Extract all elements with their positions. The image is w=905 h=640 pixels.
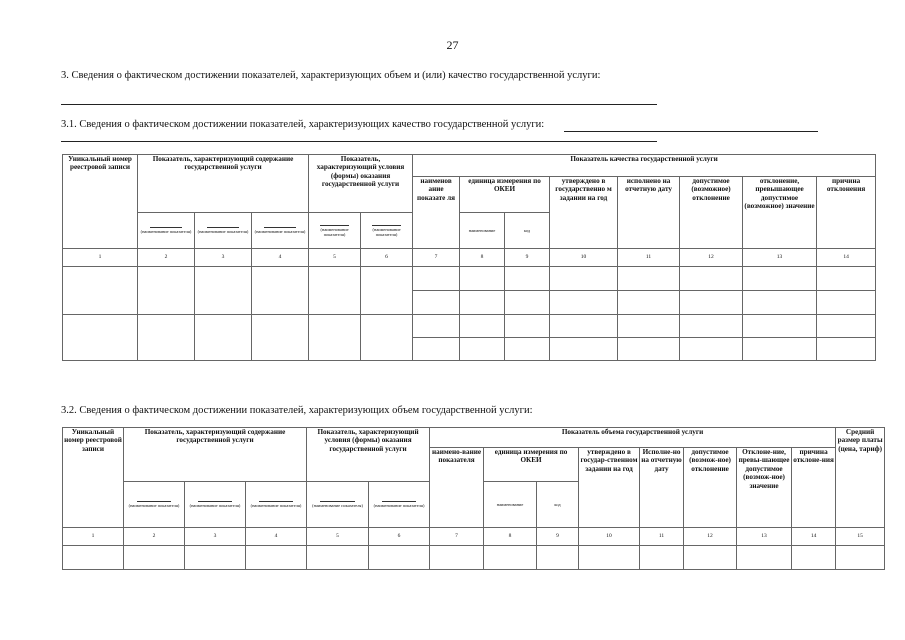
col-number-14: 14 xyxy=(792,528,836,546)
col-number-9: 9 xyxy=(537,528,579,546)
table-cell[interactable] xyxy=(743,267,817,291)
col-number-6: 6 xyxy=(369,528,430,546)
table-cell[interactable] xyxy=(684,546,737,570)
header-allowed-deviation: допустимое (возможное) отклонение xyxy=(680,177,743,249)
table-cell[interactable] xyxy=(460,267,505,291)
section-3-1-fill-line-inline xyxy=(564,131,818,132)
header-allowed-deviation: допустимое (возмож-ное) отклонение xyxy=(684,448,737,528)
table-cell[interactable] xyxy=(817,291,876,315)
table-cell[interactable] xyxy=(680,315,743,338)
header-deviation-reason: причина отклонения xyxy=(817,177,876,249)
col-number-5: 5 xyxy=(307,528,369,546)
header-approved: утверждено в государственно м задании на год xyxy=(550,177,618,249)
col-number-2: 2 xyxy=(124,528,185,546)
sub-indicator-name-5: (наименование показателя) xyxy=(369,482,430,528)
header-content-indicator: Показатель, характеризующий содержание государственной услуги xyxy=(138,155,309,213)
section-3-2-title: 3.2. Сведения о фактическом достижении показателей, характеризующих объем государственной услуги: xyxy=(61,405,533,416)
header-quality-indicator: Показатель качества государственной услуги xyxy=(413,155,876,177)
col-number-15: 15 xyxy=(836,528,885,546)
col-number-13: 13 xyxy=(743,249,817,267)
header-unit-okei: единица измерения по ОКЕИ xyxy=(460,177,550,213)
sub-unit-code: код xyxy=(505,213,550,249)
table-cell[interactable] xyxy=(307,546,369,570)
table-cell[interactable] xyxy=(460,338,505,361)
header-approved: утверждено в государ-ственном задании на год xyxy=(579,448,640,528)
section-3-1-fill-line xyxy=(61,141,657,142)
table-cell[interactable] xyxy=(369,546,430,570)
sub-indicator-name-1: (наименование показателя) xyxy=(138,213,195,249)
col-number-2: 2 xyxy=(138,249,195,267)
table-cell[interactable] xyxy=(413,338,460,361)
header-conditions-indicator: Показатель, характеризующий условия (формы) оказания государственной услуги xyxy=(309,155,413,213)
table-cell[interactable] xyxy=(195,267,252,315)
section-3-1-title: 3.1. Сведения о фактическом достижении показателей, характеризующих качество государственной услуги: xyxy=(61,119,545,130)
col-number-11: 11 xyxy=(618,249,680,267)
table-cell[interactable] xyxy=(618,338,680,361)
table-cell[interactable] xyxy=(550,291,618,315)
sub-indicator-name-2: (наименование показателя) xyxy=(195,213,252,249)
table-cell[interactable] xyxy=(505,267,550,291)
table-cell[interactable] xyxy=(550,267,618,291)
table-cell[interactable] xyxy=(124,546,185,570)
col-number-10: 10 xyxy=(579,528,640,546)
table-cell[interactable] xyxy=(252,315,309,361)
section-3-title: 3. Сведения о фактическом достижении показателей, характеризующих объем и (или) качество государственной услуги: xyxy=(61,70,601,81)
col-number-3: 3 xyxy=(185,528,246,546)
col-number-10: 10 xyxy=(550,249,618,267)
header-unique-record-number: Уникальный номер реестровой записи xyxy=(63,155,138,249)
table-cell[interactable] xyxy=(185,546,246,570)
table-cell[interactable] xyxy=(138,267,195,315)
col-number-1: 1 xyxy=(63,249,138,267)
table-cell[interactable] xyxy=(680,267,743,291)
volume-indicators-table xyxy=(62,427,885,570)
table-cell[interactable] xyxy=(63,315,138,361)
sub-indicator-name-1: (наименование показателя) xyxy=(124,482,185,528)
table-cell[interactable] xyxy=(505,338,550,361)
col-number-3: 3 xyxy=(195,249,252,267)
col-number-6: 6 xyxy=(361,249,413,267)
col-number-4: 4 xyxy=(246,528,307,546)
table-cell[interactable] xyxy=(640,546,684,570)
sub-indicator-name-3: (наименование показателя) xyxy=(252,213,309,249)
header-done: исполнено на отчетную дату xyxy=(618,177,680,249)
header-exceeding-deviation: отклонение, превышающее допустимое (возможное) значение xyxy=(743,177,817,249)
table-cell[interactable] xyxy=(680,338,743,361)
sub-indicator-name-4: (наименование показателя) xyxy=(307,482,369,528)
table-cell[interactable] xyxy=(550,338,618,361)
table-cell[interactable] xyxy=(361,267,413,315)
page-number: 27 xyxy=(446,38,459,52)
table-cell[interactable] xyxy=(195,315,252,361)
table-cell[interactable] xyxy=(413,291,460,315)
col-number-14: 14 xyxy=(817,249,876,267)
table-cell[interactable] xyxy=(252,267,309,315)
table-cell[interactable] xyxy=(792,546,836,570)
col-number-4: 4 xyxy=(252,249,309,267)
table-cell[interactable] xyxy=(413,315,460,338)
col-number-12: 12 xyxy=(680,249,743,267)
col-number-7: 7 xyxy=(413,249,460,267)
table-cell[interactable] xyxy=(460,315,505,338)
sub-unit-name: наименование xyxy=(484,482,537,528)
table-cell[interactable] xyxy=(309,315,361,361)
section-3-fill-line xyxy=(61,104,657,105)
sub-indicator-name-2: (наименование показателя) xyxy=(185,482,246,528)
table-cell[interactable] xyxy=(413,267,460,291)
table-cell[interactable] xyxy=(484,546,537,570)
col-number-13: 13 xyxy=(737,528,792,546)
header-unique-record-number: Уникальный номер реестровой записи xyxy=(63,428,124,528)
table-cell[interactable] xyxy=(505,315,550,338)
table-cell[interactable] xyxy=(743,338,817,361)
table-cell[interactable] xyxy=(743,291,817,315)
header-deviation-reason: причина отклоне-ния xyxy=(792,448,836,528)
table-cell[interactable] xyxy=(680,291,743,315)
table-cell[interactable] xyxy=(817,267,876,291)
table-cell[interactable] xyxy=(63,546,124,570)
header-indicator-name: наимено-вание показателя xyxy=(430,448,484,528)
header-conditions-indicator: Показатель, характеризующий условия (формы) оказания государственной услуги xyxy=(307,428,430,482)
table-cell[interactable] xyxy=(836,546,885,570)
header-volume-indicator: Показатель объема государственной услуги xyxy=(430,428,836,448)
table-cell[interactable] xyxy=(550,315,618,338)
sub-indicator-name-4: (наименование показателя) xyxy=(309,213,361,249)
col-number-8: 8 xyxy=(484,528,537,546)
header-content-indicator: Показатель, характеризующий содержание государственной услуги xyxy=(124,428,307,482)
table-cell[interactable] xyxy=(817,315,876,338)
table-cell[interactable] xyxy=(505,291,550,315)
table-cell[interactable] xyxy=(246,546,307,570)
col-number-1: 1 xyxy=(63,528,124,546)
table-cell[interactable] xyxy=(743,315,817,338)
table-cell[interactable] xyxy=(361,315,413,361)
sub-unit-name: наименование xyxy=(460,213,505,249)
table-cell[interactable] xyxy=(817,338,876,361)
header-average-fee: Средний размер платы (цена, тариф) xyxy=(836,428,885,528)
table-cell[interactable] xyxy=(618,315,680,338)
table-cell[interactable] xyxy=(618,291,680,315)
col-number-5: 5 xyxy=(309,249,361,267)
col-number-8: 8 xyxy=(460,249,505,267)
table-cell[interactable] xyxy=(430,546,484,570)
header-indicator-name: наименов ание показате ля xyxy=(413,177,460,249)
col-number-12: 12 xyxy=(684,528,737,546)
table-cell[interactable] xyxy=(309,267,361,315)
header-exceeding-deviation: Отклоне-ние, превы-шающее допустимое (возмож-ное) значение xyxy=(737,448,792,528)
table-cell[interactable] xyxy=(138,315,195,361)
table-cell[interactable] xyxy=(579,546,640,570)
col-number-7: 7 xyxy=(430,528,484,546)
table-cell[interactable] xyxy=(63,267,138,315)
col-number-9: 9 xyxy=(505,249,550,267)
table-cell[interactable] xyxy=(460,291,505,315)
header-unit-okei: единица измерения по ОКЕИ xyxy=(484,448,579,482)
sub-indicator-name-5: (наименование показателя) xyxy=(361,213,413,249)
table-cell[interactable] xyxy=(618,267,680,291)
header-done: Исполне-но на отчетную дату xyxy=(640,448,684,528)
sub-indicator-name-3: (наименование показателя) xyxy=(246,482,307,528)
table-cell[interactable] xyxy=(737,546,792,570)
sub-unit-code: код xyxy=(537,482,579,528)
quality-indicators-table xyxy=(62,154,876,361)
table-cell[interactable] xyxy=(537,546,579,570)
col-number-11: 11 xyxy=(640,528,684,546)
